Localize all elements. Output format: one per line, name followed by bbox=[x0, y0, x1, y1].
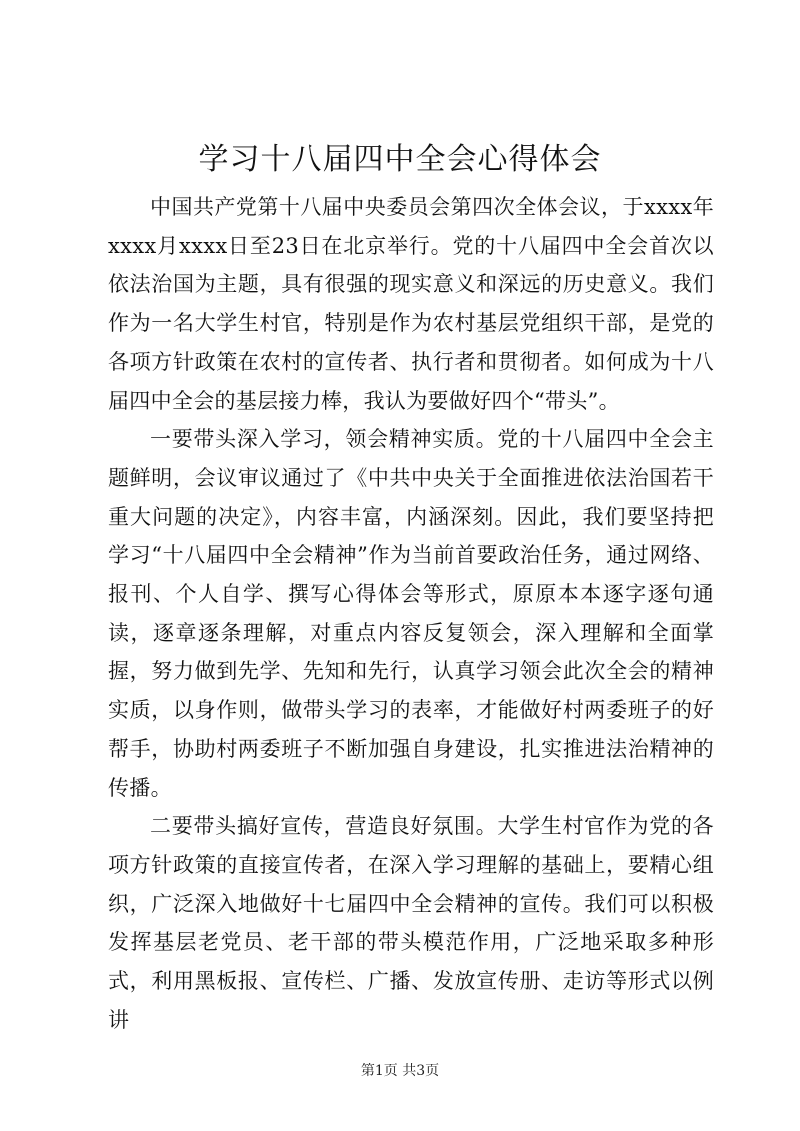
paragraph-intro: 中国共产党第十八届中央委员会第四次全体会议，于xxxx年xxxx月xxxx日至23日在北京举行。党的十八届四中全会首次以依法治国为主题，具有很强的现实意义和深远的历史意义。我们作为一名大学生村官，特别是作为农村基层党组织干部，是党的各项方针政策在农村的宣传者、执行者和贯彻者。如何成为十八届四中全会的基层接力棒，我认为要做好四个“带头”。 bbox=[108, 195, 714, 413]
paragraph-publicity: 二要带头搞好宣传，营造良好氛围。大学生村官作为党的各项方针政策的直接宣传者，在深入学习理解的基础上，要精心组织，广泛深入地做好十七届四中全会精神的宣传。我们可以积极发挥基层老党员、老干部的带头模范作用，广泛地采取多种形式，利用黑板报、宣传栏、广播、发放宣传册、走访等形式以例讲 bbox=[108, 814, 714, 1032]
page-footer: 第1页 共3页 bbox=[360, 1063, 440, 1079]
paragraph-study: 一要带头深入学习，领会精神实质。党的十八届四中全会主题鲜明，会议审议通过了《中共中央关于全面推进依法治国若干重大问题的决定》，内容丰富，内涵深刻。因此，我们要坚持把学习“十八届四中全会精神”作为当前首要政治任务，通过网络、报刊、个人自学、撰写心得体会等形式，原原本本逐字逐句通读，逐章逐条理解，对重点内容反复领会，深入理解和全面掌握，努力做到先学、先知和先行，认真学习领会此次全会的精神实质，以身作则，做带头学习的表率，才能做好村两委班子的好帮手，协助村两委班子不断加强自身建设，扎实推进法治精神的传播。 bbox=[108, 427, 714, 800]
document-body bbox=[108, 188, 714, 1039]
document-title: 学习十八届四中全会心得体会 bbox=[198, 142, 602, 177]
